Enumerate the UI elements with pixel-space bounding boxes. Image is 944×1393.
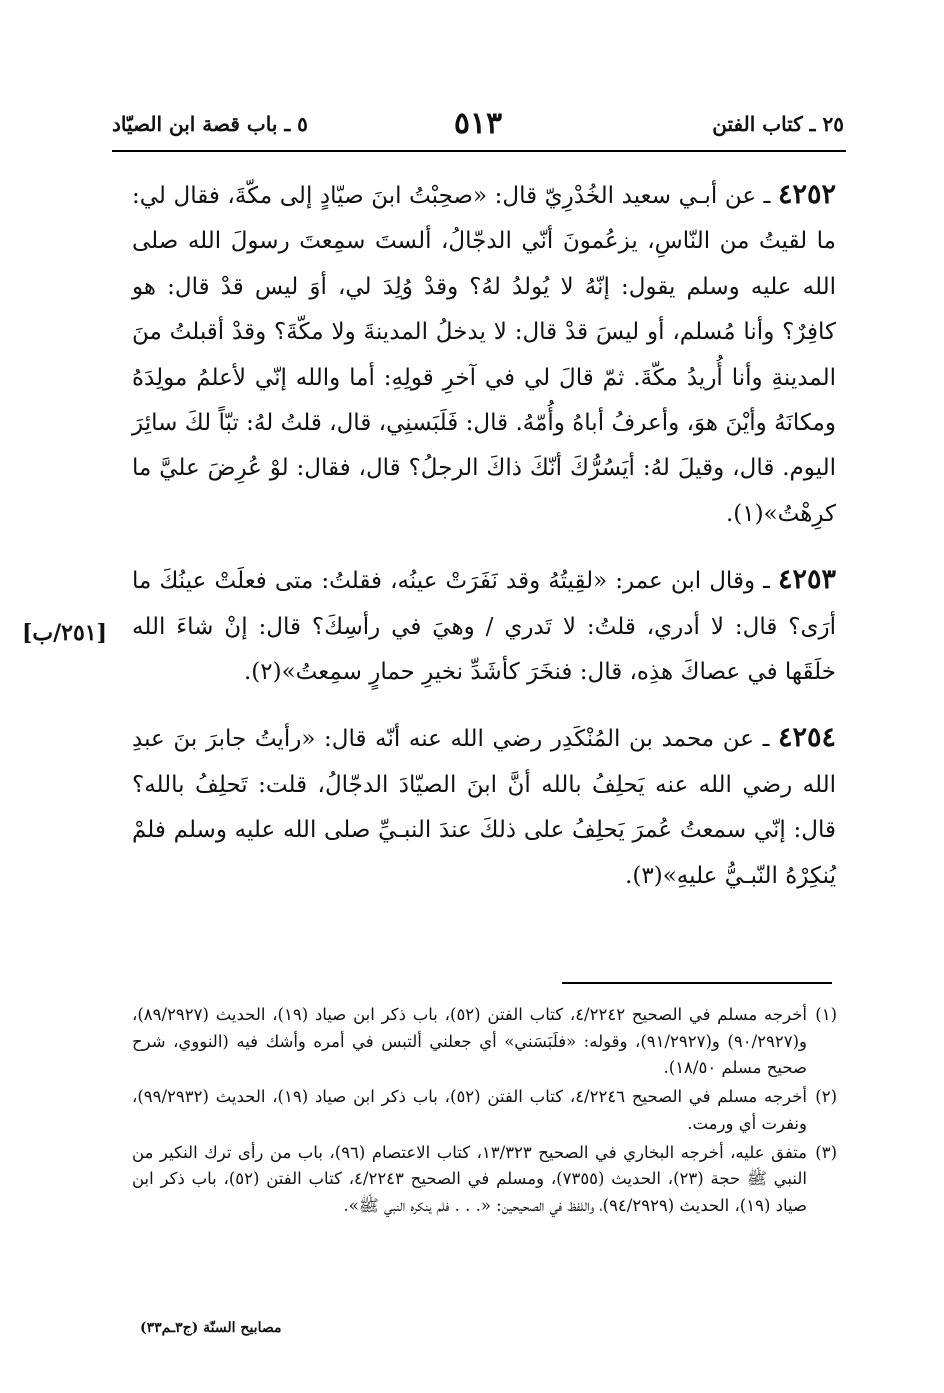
hadith-number: ٤٢٥٣ [777,564,836,596]
hadith-text: ـ عن أبـي سعيد الخُدْرِيّ قال: «صحِبْتُ ابنَ صيّادٍ إلى مكّةَ، فقال لي: ما لقيتُ من النّاسِ، يزعُمونَ أنّي الدجّالُ، ألستَ سمِعتَ رسولَ الله صلى الله عليه وسلم يقول: إنّهُ لا يُولدُ لهُ؟ وقدْ وُلِدَ لي، أوَ ليس قدْ قال: هو كافِرٌ؟ وأنا مُسلم، أو ليسَ قدْ قال: لا يدخلُ المدينةَ ولا مكّةَ؟ وقدْ أقبلتُ منَ المدينةِ وأنا أُريدُ مكّةَ. ثمّ قالَ لي في آخرِ قولِهِ: أما والله إنّي لأعلمُ مولِدَهُ ومكانَهُ وأيْنَ هوَ، وأعرفُ أباهُ وأُمّهُ. قال: فَلَبَسنِي، قال، قلتُ لهُ: تبّاً لكَ سائِرَ اليوم. قال، وقيلَ لهُ: أيَسُرُّكَ أنّكَ ذاكَ الرجلُ؟ قال، فقال: لوْ عُرِضَ عليَّ ما كرِهْتُ»(١). [132,183,836,527]
footnote-1 [132,1002,837,1082]
footnote-text: أخرجه مسلم في الصحيح ٤/٢٢٤٦، كتاب الفتن (٥٢)، باب ذكر ابن صياد (١٩)، الحديث (٩٩/٢٩٣٢)، ونفرت أي ورمت. [132,1087,807,1133]
printer-signature: مصابيح السنّة (ج٣ـم٣٣) [140,1320,282,1336]
main-text [132,172,836,919]
footnote-rule [562,982,832,984]
header-rule [112,150,846,152]
hadith-text: ـ عن محمد بن المُنْكَدِر رضي الله عنه أنّه قال: «رأيتُ جابرَ بنَ عبدِ الله رضي الله عنه يَحلِفُ بالله أنَّ ابنَ الصيّادَ الدجّالُ، قلت: تَحلِفُ بالله؟ قال: إنّي سمعتُ عُمرَ يَحلِفُ على ذلكَ عندَ النبـيِّ صلى الله عليه وسلم فلمْ يُنكِرْهُ النّبـيُّ عليهِ»(٣). [132,726,836,889]
page-number: ٥١٣ [453,106,503,141]
hadith-number: ٤٢٥٤ [777,722,836,754]
section-title: ٥ ـ باب قصة ابن الصيّاد [112,112,308,136]
footnote-number: (٣) [815,1142,837,1162]
hadith-4254 [132,715,836,899]
footnote-2 [132,1084,837,1137]
hadith-number: ٤٢٥٢ [777,179,836,210]
hadith-4253 [132,557,836,695]
footnote-text: أخرجه مسلم في الصحيح ٤/٢٢٤٢، كتاب الفتن (٥٢)، باب ذكر ابن صياد (١٩)، الحديث (٨٩/٢٩٢٧)، و(٩٠/٢٩٢٧) و(٩١/٢٩٢٧)، وقوله: «فلَبَسَني» أي جعلني ألتبس في أمره وأشك فيه (النووي، شرح صحيح مسلم ١٨/٥٠). [132,1005,807,1078]
footnote-text: متفق عليه، أخرجه البخاري في الصحيح ١٣/٣٢٣، كتاب الاعتصام (٩٦)، باب من رأى ترك النكير من النبي ﷺ حجة (٢٣)، الحديث (٧٣٥٥)، ومسلم في الصحيح ٤/٢٢٤٣، كتاب الفتن (٥٢)، باب ذكر ابن صياد (١٩)، الحديث (٩٤/٢٩٢٩)، واللفظ في الصحيحين: «. . . فلم ينكره النبي ﷺ». [132,1142,808,1215]
footnote-3 [132,1140,837,1220]
page-header [112,104,844,144]
chapter-title: ٢٥ ـ كتاب الفتن [712,112,844,136]
manuscript-folio-marker: [٢٥١/ب] [22,620,108,646]
footnotes [132,1002,837,1222]
hadith-text: ـ وقال ابن عمر: «لقِيتُهُ وقد نَفَرَتْ عينُه، فقلتُ: متى فعلَتْ عينُكَ ما أرَى؟ قال: لا أدري، قلتُ: لا تَدري / وهيَ في رأسِكَ؟ قال: إنْ شاءَ الله خلَقَها في عصاكَ هذِه، قال: فنخَرَ كأشَدِّ نخيرِ حمارٍ سمِعتُ»(٢). [132,568,836,686]
footnote-number: (٢) [815,1087,837,1107]
footnote-number: (١) [815,1005,837,1024]
hadith-4252 [132,172,836,537]
